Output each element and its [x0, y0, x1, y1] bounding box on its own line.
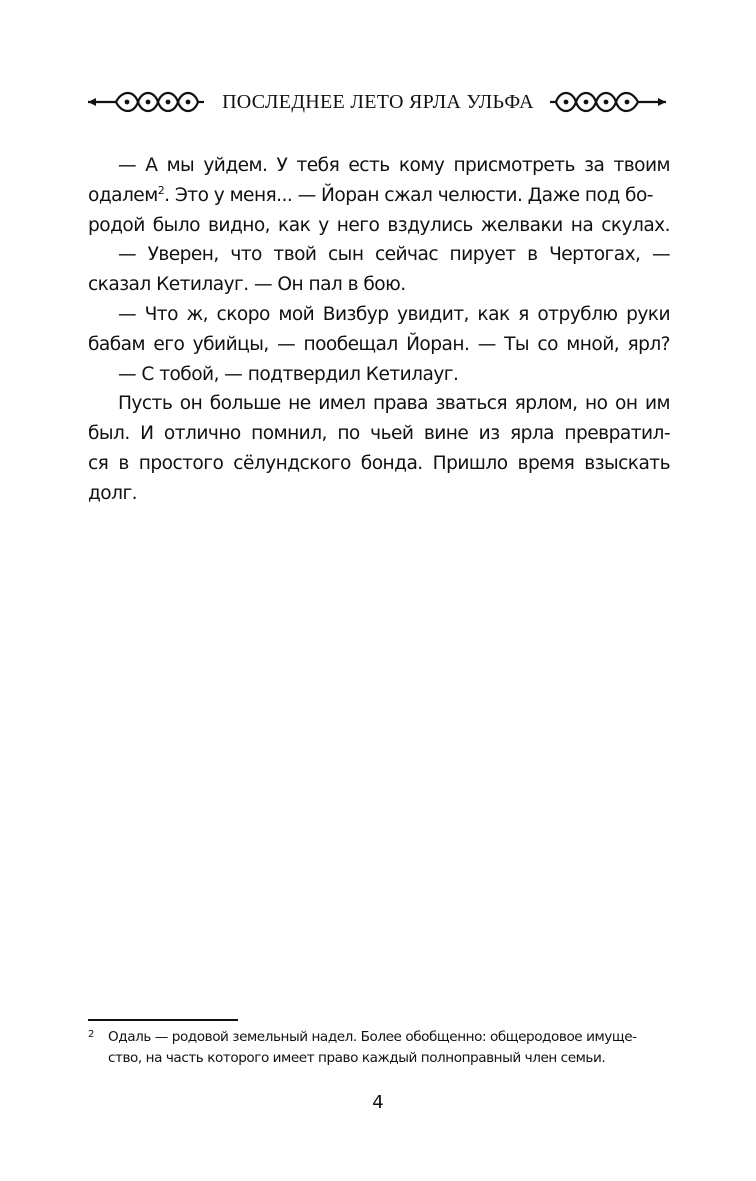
footnote-divider	[88, 1019, 238, 1021]
text-line: долг.	[88, 482, 138, 504]
text-fragment: . Это у меня... — Йоран сжал челюсти. Даже под бо-	[164, 184, 653, 206]
footnote-line: ство, на часть которого имеет право каждый полноправный член семьи.	[108, 1050, 606, 1066]
text-line: — С тобой, — подтвердил Кетилауг.	[118, 363, 459, 385]
footnote-ref-marker[interactable]: 2	[157, 183, 165, 197]
chapter-body-text	[88, 151, 670, 509]
text-line: был. И отлично помнил, по чьей вине из ярла превратил-	[88, 423, 670, 445]
knotwork-ornament-icon	[86, 86, 206, 118]
page-header-title: ПОСЛЕДНЕЕ ЛЕТО ЯРЛА УЛЬФА	[222, 91, 534, 113]
text-line: — Уверен, что твой сын сейчас пирует в Чертогах, —	[118, 244, 670, 266]
footnote	[88, 1027, 670, 1069]
text-line: бабам его убийцы, — пообещал Йоран. — Ты со мной, ярл?	[88, 333, 670, 355]
footnote-ref-word: одалем	[88, 184, 158, 206]
knotwork-ornament-icon	[548, 86, 668, 118]
text-line: Пусть он больше не имел права зваться ярлом, но он им	[118, 393, 670, 415]
text-line: — Что ж, скоро мой Визбур увидит, как я отрублю руки	[118, 303, 670, 325]
text-line: — А мы уйдем. У тебя есть кому присмотреть за твоим	[118, 155, 670, 176]
text-line: сказал Кетилауг. — Он пал в бою.	[88, 274, 406, 296]
text-line: ся в простого сёлундского бонда. Пришло время взыскать	[88, 452, 670, 474]
running-header	[0, 86, 756, 118]
page-number: 4	[372, 1092, 384, 1113]
footnote-line: Одаль — родовой земельный надел. Более обобщенно: общеродовое имуще-	[108, 1029, 637, 1045]
text-line	[88, 181, 670, 211]
text-line: родой было видно, как у него вздулись желваки на скулах.	[88, 214, 670, 236]
footnote-marker: 2	[88, 1029, 94, 1040]
